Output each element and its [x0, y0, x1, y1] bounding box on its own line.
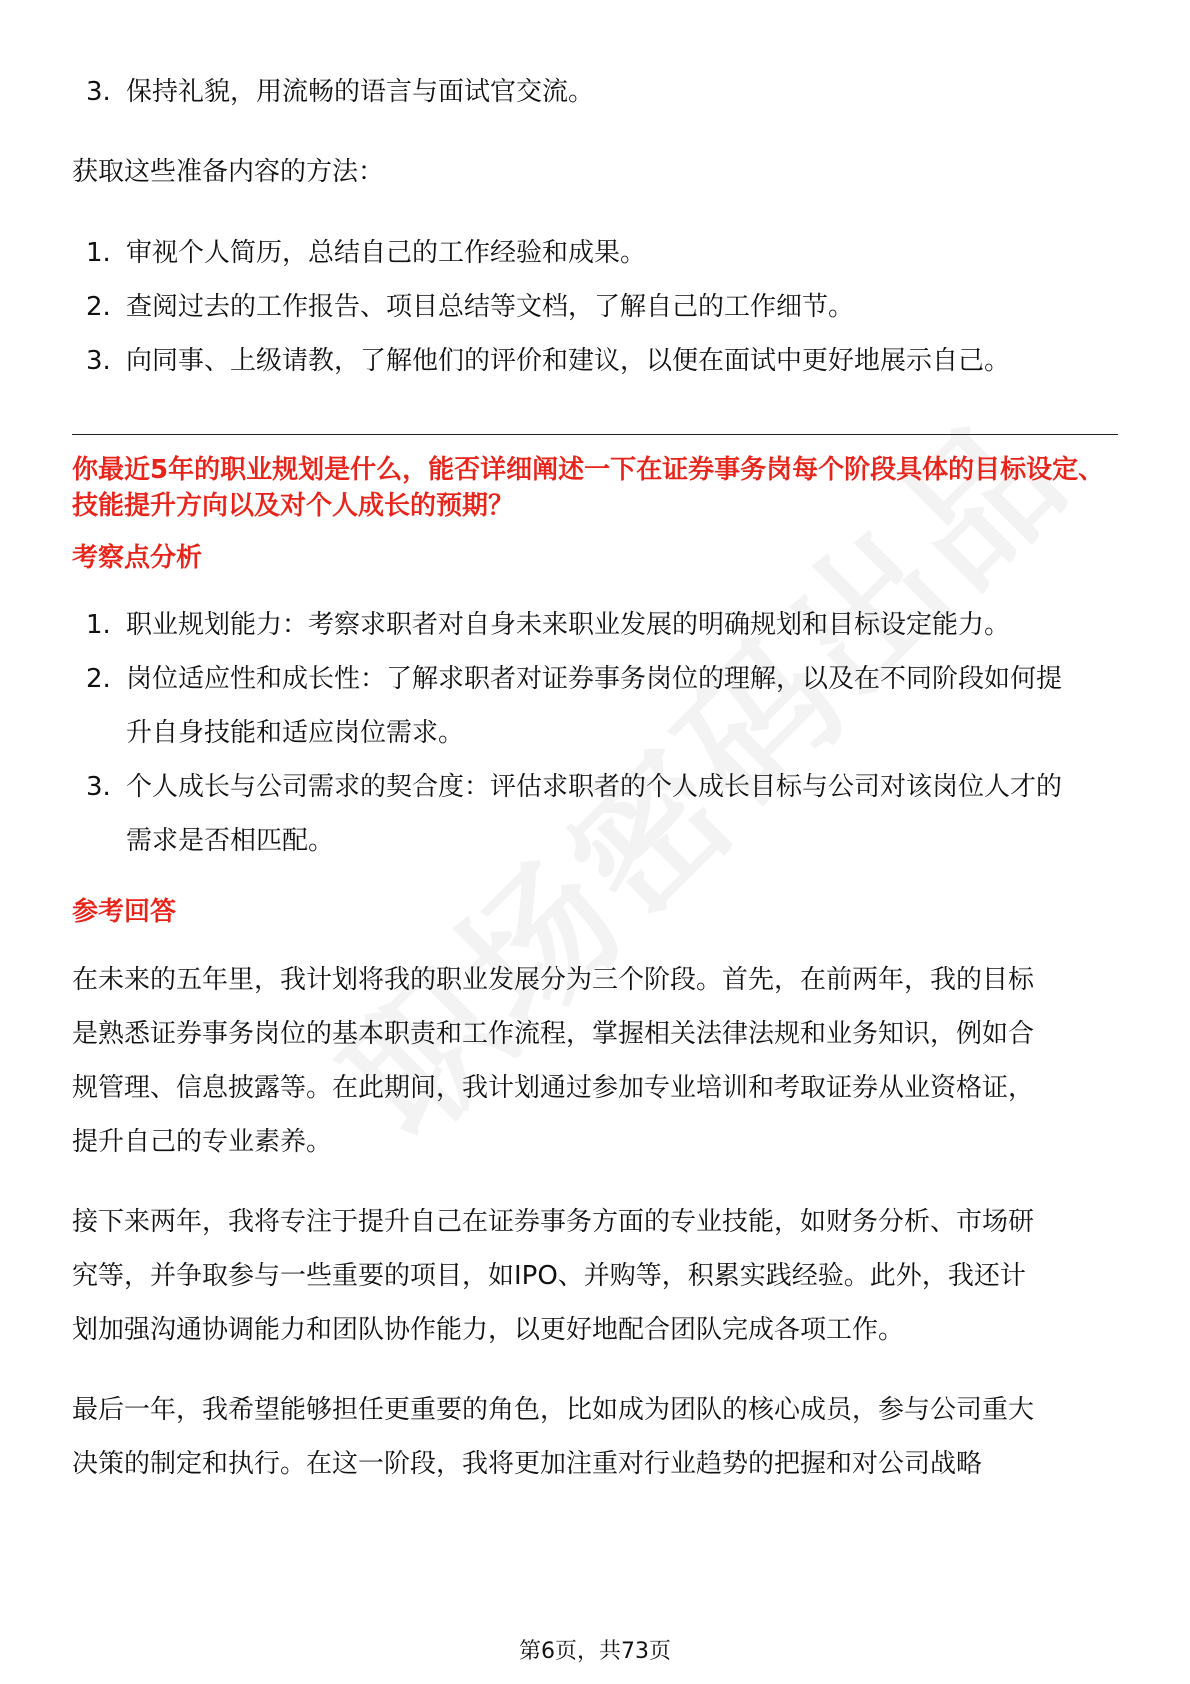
list-number: 2.: [86, 292, 111, 322]
methods-title: 获取这些准备内容的方法：: [72, 157, 385, 187]
list-text: 职业规划能力：考察求职者对自身未来职业发展的明确规划和目标设定能力。: [126, 610, 1011, 640]
list-item: [72, 598, 1072, 652]
analysis-list: [72, 598, 1072, 868]
list-number: 3.: [86, 77, 111, 107]
list-number: 3.: [86, 772, 111, 802]
methods-list: [72, 224, 1118, 390]
list-item: [72, 63, 1118, 121]
list-item: [72, 652, 1072, 760]
list-number: 2.: [86, 664, 111, 694]
answer-paragraph: 在未来的五年里，我计划将我的职业发展分为三个阶段。首先，在前两年，我的目标是熟悉证券事务岗位的基本职责和工作流程，掌握相关法律法规和业务知识，例如合规管理、信息披露等。在此期间，我计划通过参加专业培训和考取证券从业资格证，提升自己的专业素养。: [72, 965, 1035, 1157]
question-heading: 你最近5年的职业规划是什么，能否详细阐述一下在证券事务岗每个阶段具体的目标设定、技能提升方向以及对个人成长的预期？: [72, 455, 1105, 521]
list-item: [72, 224, 1118, 282]
intro-list: [72, 63, 1118, 121]
list-item: [72, 332, 1118, 390]
list-item: [72, 278, 1118, 336]
list-item: [72, 760, 1072, 868]
list-number: 3.: [86, 346, 111, 376]
list-text: 保持礼貌，用流畅的语言与面试官交流。: [126, 77, 595, 107]
analysis-title: 考察点分析: [72, 543, 203, 573]
list-text: 查阅过去的工作报告、项目总结等文档，了解自己的工作细节。: [126, 292, 855, 322]
answer-title: 参考回答: [72, 897, 177, 927]
page-footer: 第6页，共73页: [519, 1639, 671, 1664]
answer-paragraph: 最后一年，我希望能够担任更重要的角色，比如成为团队的核心成员，参与公司重大决策的制定和执行。在这一阶段，我将更加注重对行业趋势的把握和对公司战略: [72, 1395, 1035, 1479]
list-text: 向同事、上级请教，了解他们的评价和建议，以便在面试中更好地展示自己。: [126, 346, 1011, 376]
list-text: 个人成长与公司需求的契合度：评估求职者的个人成长目标与公司对该岗位人才的需求是否相匹配。: [126, 772, 1063, 856]
list-number: 1.: [86, 238, 111, 268]
list-text: 审视个人简历，总结自己的工作经验和成果。: [126, 238, 647, 268]
answer-paragraph: 接下来两年，我将专注于提升自己在证券事务方面的专业技能，如财务分析、市场研究等，并争取参与一些重要的项目，如IPO、并购等，积累实践经验。此外，我还计划加强沟通协调能力和团队协作能力，以更好地配合团队完成各项工作。: [72, 1207, 1035, 1345]
list-text: 岗位适应性和成长性：了解求职者对证券事务岗位的理解，以及在不同阶段如何提升自身技能和适应岗位需求。: [126, 664, 1063, 748]
list-number: 1.: [86, 610, 111, 640]
section-divider: [72, 434, 1118, 435]
answer-body: [72, 953, 1047, 1491]
